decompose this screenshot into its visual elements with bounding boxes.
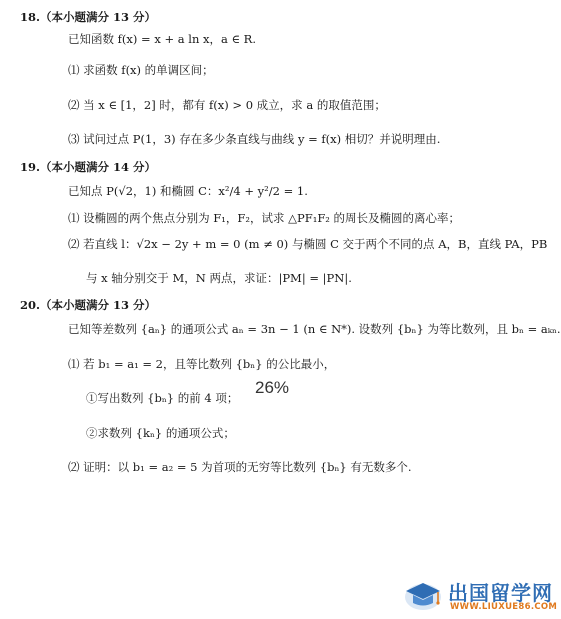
q20-stem: 已知等差数列 {aₙ} 的通项公式 aₙ = 3n − 1 (n ∈ N*). 设数列 {bₙ} 为等比数列，且 bₙ = aₖₙ. [68, 322, 561, 336]
q18-part2: ⑵ 当 x ∈ [1，2] 时，都有 f(x) > 0 成立，求 a 的取值范围； [68, 98, 386, 112]
q18-header: 18.（本小题满分 13 分） [20, 10, 157, 24]
q18-part1: ⑴ 求函数 f(x) 的单调区间； [68, 63, 214, 77]
site-watermark [402, 575, 560, 617]
q19-stem: 已知点 P(√2，1) 和椭圆 C：x²/4 + y²/2 = 1. [68, 184, 308, 198]
q20-header: 20.（本小题满分 13 分） [20, 298, 157, 312]
graduation-cap-logo-icon [402, 577, 444, 613]
q18-stem: 已知函数 f(x) = x + a ln x，a ∈ R. [68, 32, 256, 46]
q20-part1-sub1: ①写出数列 {bₙ} 的前 4 项； [86, 391, 239, 405]
q19-part2-line2: 与 x 轴分别交于 M，N 两点，求证：|PM| = |PN|. [86, 271, 352, 285]
watermark-url: WWW.LIUXUE86.COM [450, 602, 558, 612]
q19-header: 19.（本小题满分 14 分） [20, 160, 157, 174]
q20-part1: ⑴ 若 b₁ = a₁ = 2，且等比数列 {bₙ} 的公比最小， [68, 357, 336, 371]
q19-part2-line1: ⑵ 若直线 l：√2x − 2y + m = 0 (m ≠ 0) 与椭圆 C 交于两个不同的点 A，B，直线 PA，PB [68, 237, 548, 251]
q18-part3: ⑶ 试问过点 P(1，3) 存在多少条直线与曲线 y = f(x) 相切？并说明理由. [68, 132, 441, 146]
q20-part2: ⑵ 证明：以 b₁ = a₂ = 5 为首项的无穷等比数列 {bₙ} 有无数多个. [68, 460, 412, 474]
q20-part1-sub2: ②求数列 {kₙ} 的通项公式； [86, 426, 235, 440]
q19-part1: ⑴ 设椭圆的两个焦点分别为 F₁，F₂，试求 △PF₁F₂ 的周长及椭圆的离心率； [68, 211, 461, 225]
percent-overlay: 26% [255, 378, 290, 397]
watermark-name: 出国留学网 [448, 581, 553, 605]
